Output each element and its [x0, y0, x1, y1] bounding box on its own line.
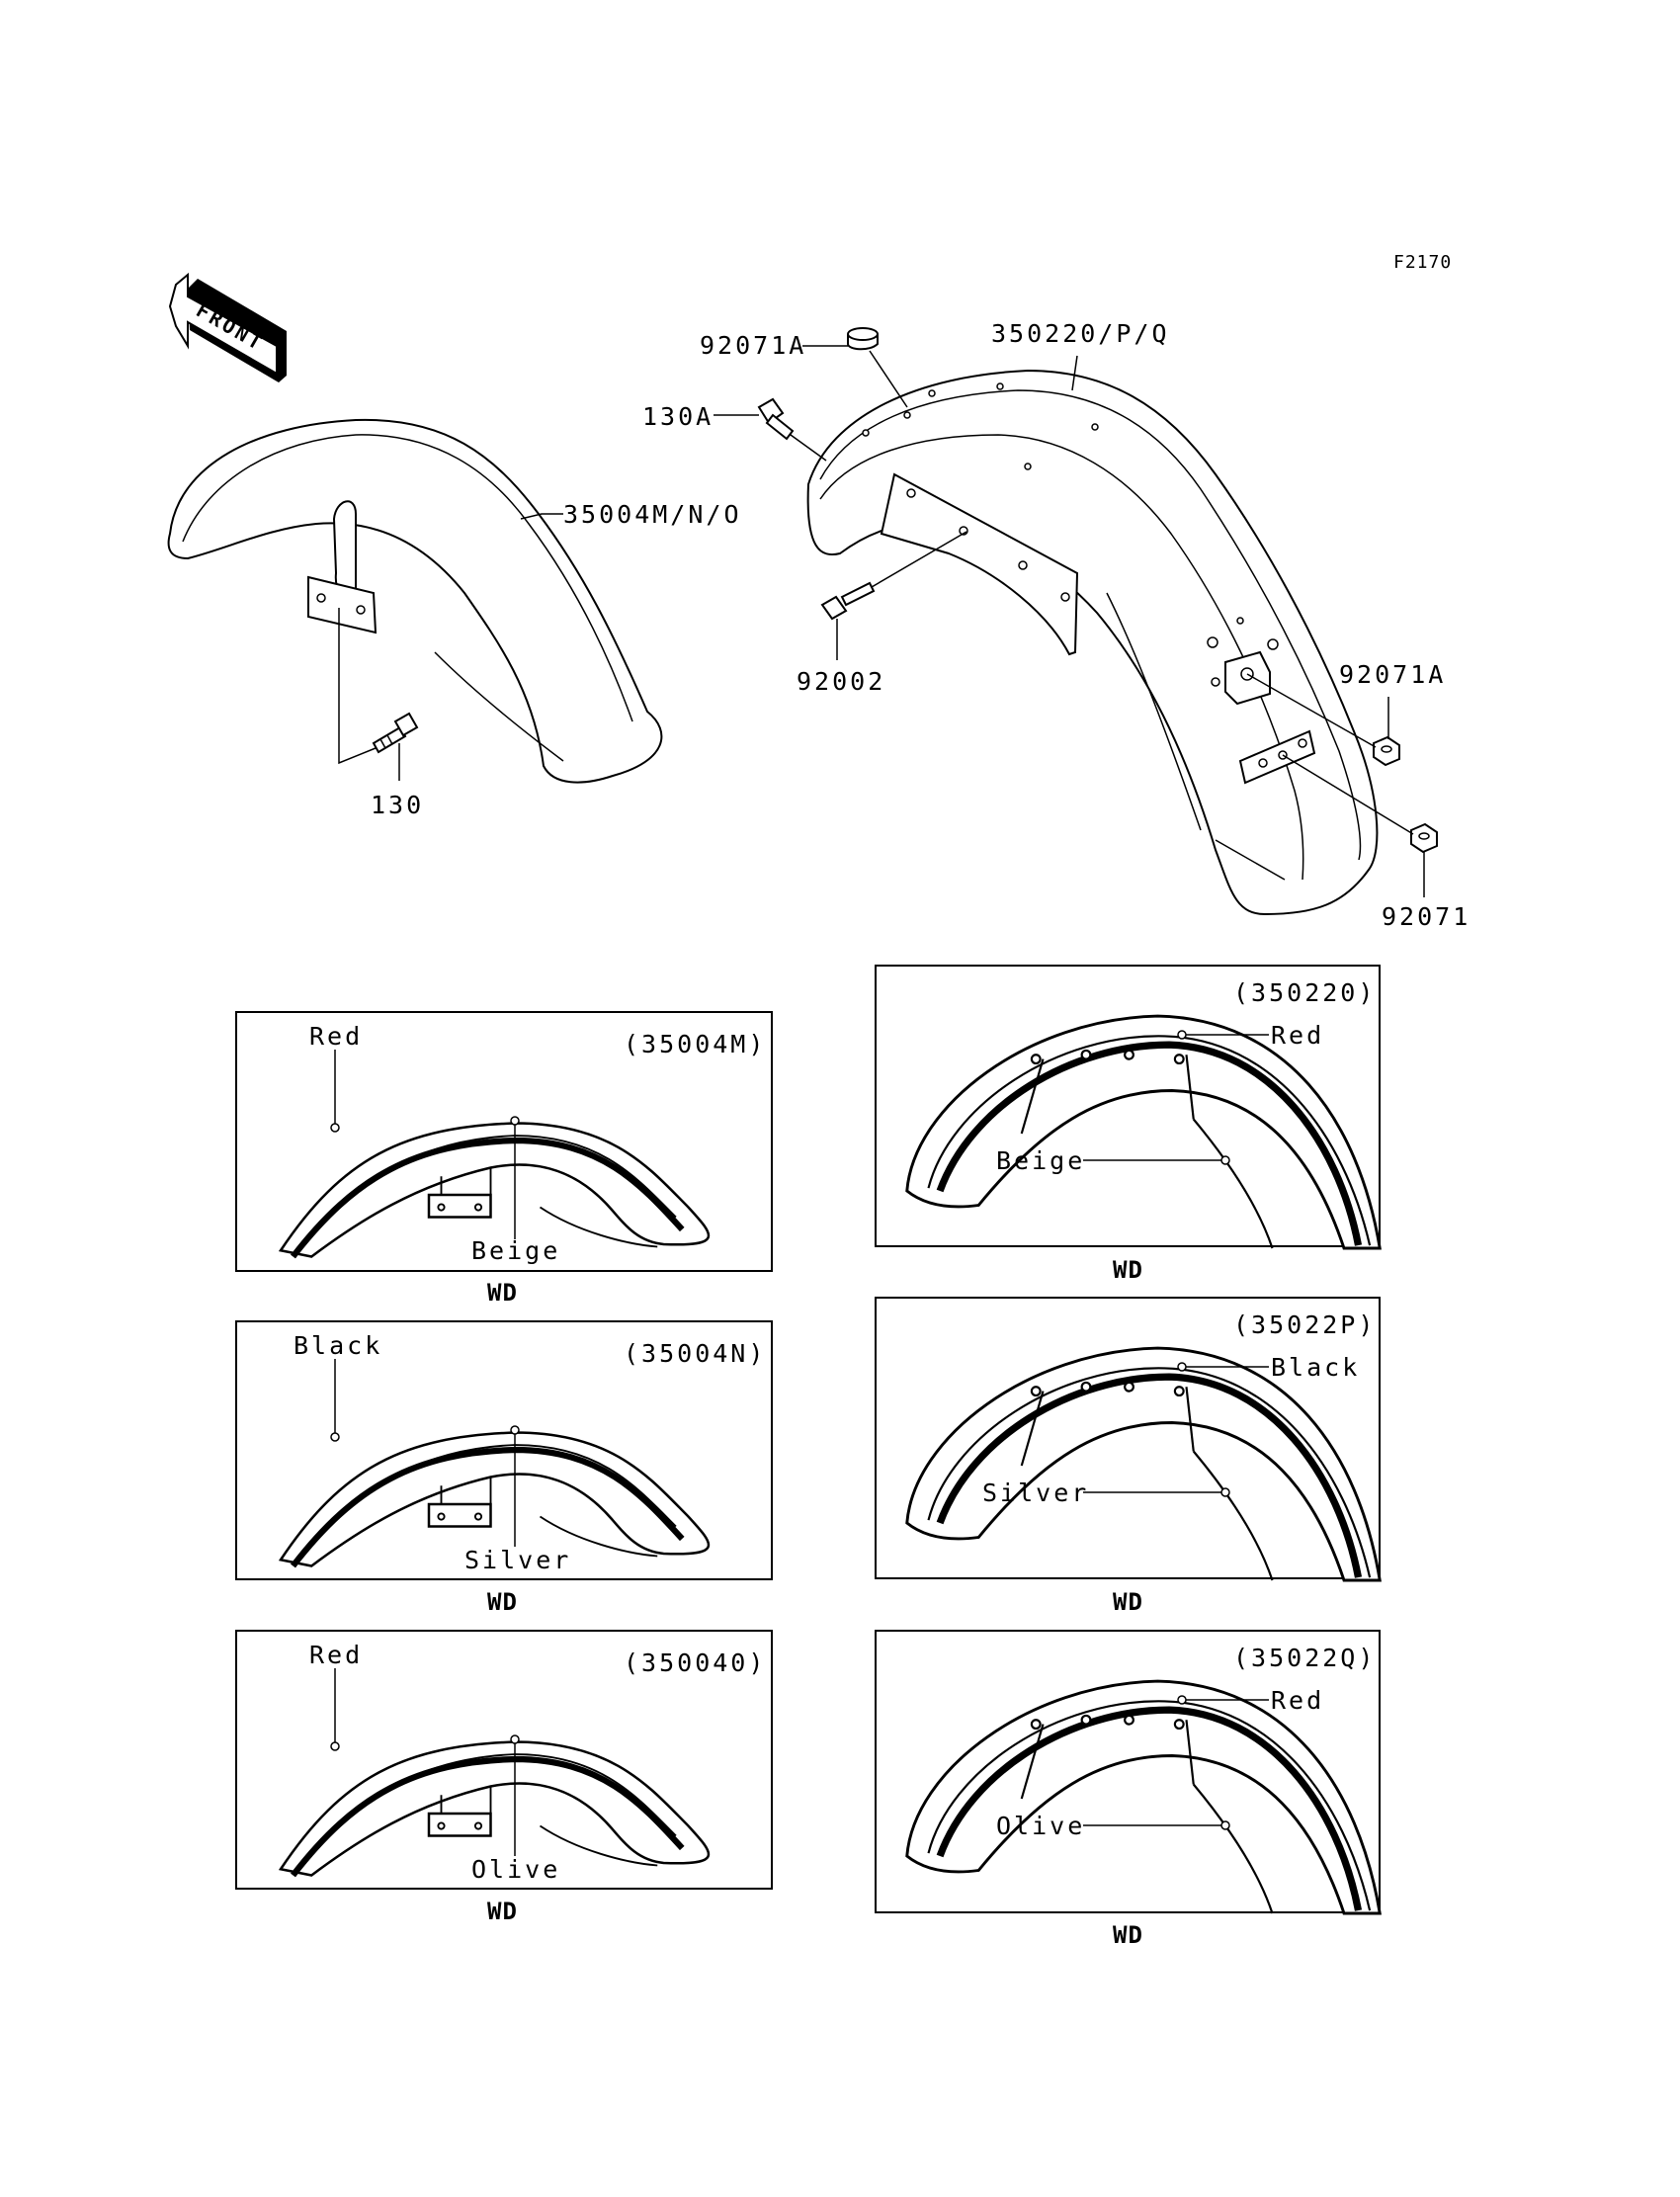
label-130: 130	[371, 791, 425, 819]
variant-note: WD	[1113, 1256, 1143, 1284]
variant-body-label: Olive	[471, 1855, 561, 1884]
variant-stripe-label: Red	[1271, 1021, 1325, 1050]
bolt-92002-icon	[822, 583, 874, 619]
rear-fender-illustration	[808, 371, 1378, 914]
variant-code: (350040)	[624, 1648, 767, 1677]
rear-variant-box	[876, 1298, 1380, 1580]
variant-stripe-label: Black	[294, 1331, 383, 1360]
variant-note: WD	[487, 1279, 518, 1307]
variant-body-label: Silver	[982, 1479, 1090, 1507]
label-rear-fender: 350220/P/Q	[991, 319, 1170, 348]
rear-variant-box	[876, 1631, 1380, 1913]
variant-code: (35004M)	[624, 1030, 767, 1058]
variant-note: WD	[1113, 1921, 1143, 1949]
bolt-130A-icon	[759, 399, 793, 439]
variant-code: (35022P)	[1233, 1310, 1377, 1339]
label-nut-right-upper: 92071A	[1339, 660, 1447, 689]
front-variant-box	[236, 1631, 772, 1889]
leader-130A-fender	[791, 435, 826, 461]
nut-92071-icon	[1411, 824, 1437, 852]
variant-code: (350220)	[1233, 978, 1377, 1007]
figure-code: F2170	[1393, 252, 1453, 273]
front-variant-box	[236, 1321, 772, 1579]
label-92002: 92002	[797, 667, 886, 696]
variant-stripe-label: Red	[1271, 1686, 1325, 1715]
variant-code: (35022Q)	[1233, 1644, 1377, 1672]
label-cap-top: 92071A	[700, 331, 807, 360]
nut-92071A-icon	[1374, 737, 1399, 765]
front-variant-box	[236, 1012, 772, 1271]
variant-body-label: Beige	[996, 1146, 1086, 1175]
label-nut-right-lower: 92071	[1382, 902, 1471, 931]
variant-code: (35004N)	[624, 1339, 767, 1368]
variant-note: WD	[1113, 1588, 1143, 1616]
rear-variant-box	[876, 966, 1380, 1248]
leader-cap-top	[870, 351, 907, 407]
variant-stripe-label: Red	[309, 1641, 364, 1669]
label-front-fender: 35004M/N/O	[563, 500, 742, 529]
variant-stripe-label: Black	[1271, 1353, 1361, 1382]
variant-body-label: Olive	[996, 1812, 1086, 1840]
front-arrow-icon	[170, 275, 287, 382]
cap-92071A-icon	[848, 328, 878, 349]
variant-note: WD	[487, 1588, 518, 1616]
variant-body-label: Silver	[464, 1546, 572, 1574]
variant-stripe-label: Red	[309, 1022, 364, 1051]
label-130A: 130A	[642, 402, 714, 431]
bolt-130-icon	[374, 714, 417, 752]
variant-body-label: Beige	[471, 1236, 561, 1265]
variant-note: WD	[487, 1898, 518, 1925]
front-arrow-label: FRONT	[192, 297, 269, 356]
